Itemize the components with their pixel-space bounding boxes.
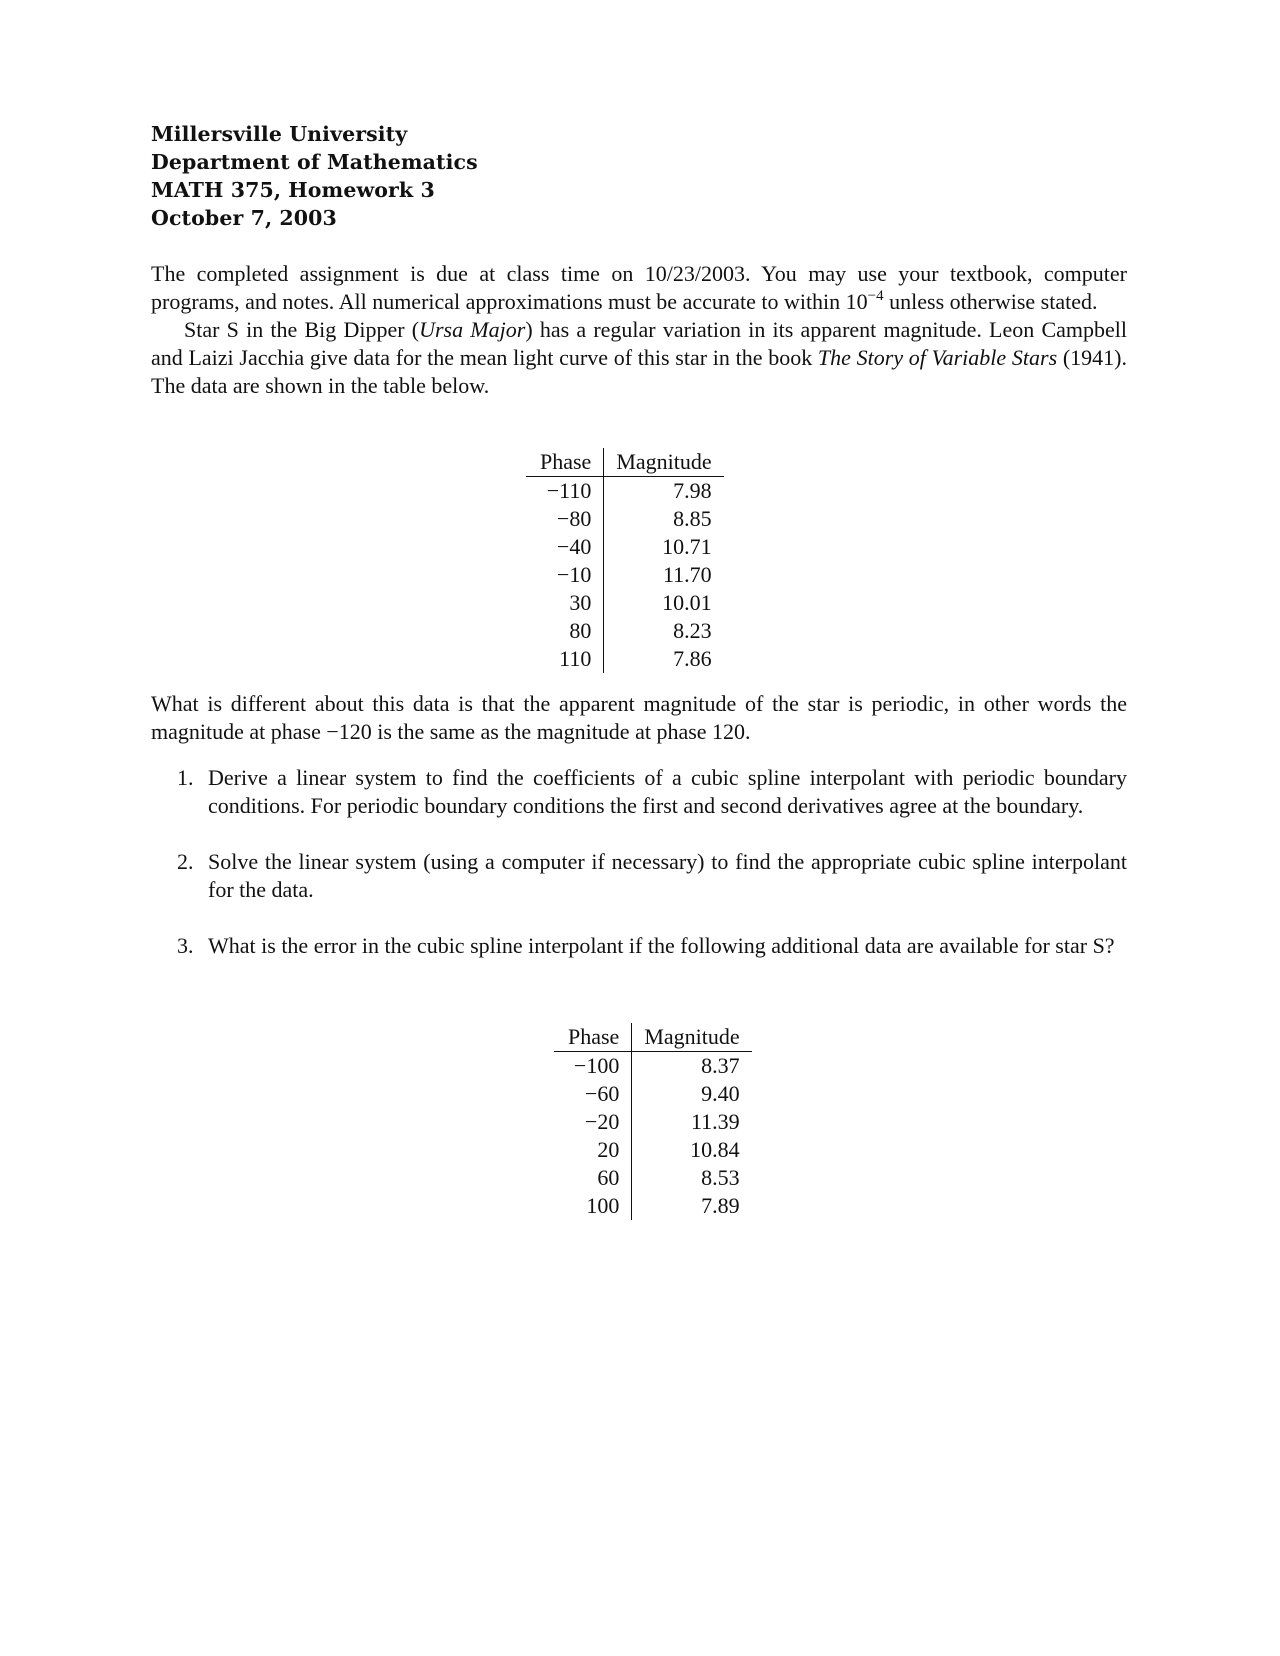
star-text-2: ) has a regular variation in its apparent magnitude. Leon Campbell and Laizi Jacchia give data for the mean light curve of this star in the book <box>151 317 1127 370</box>
periodic-paragraph: What is different about this data is that the apparent magnitude of the star is periodic, in other words the magnitude at phase −120 is the same as the magnitude at phase 120. <box>151 691 1127 744</box>
table-row <box>526 589 724 617</box>
phase-cell: 110 <box>526 645 604 673</box>
table-row <box>554 1192 752 1220</box>
question-text: Derive a linear system to find the coefficients of a cubic spline interpolant with periodic boundary conditions. For periodic boundary conditions the first and second derivatives agree at the boundary. <box>208 765 1127 818</box>
phase-magnitude-table-1 <box>526 448 724 673</box>
intro-paragraph <box>151 260 1127 316</box>
course-title: MATH 375, Homework 3 <box>151 178 435 202</box>
document-page <box>151 120 1128 1218</box>
magnitude-cell: 10.01 <box>662 590 712 615</box>
table-row <box>526 617 724 645</box>
table-row <box>554 1136 752 1164</box>
table-row <box>526 533 724 561</box>
intro-text: The completed assignment is due at class time on 10/23/2003. You may use your textbook, computer programs, and notes. All numerical approximations must be accurate to within 10 <box>151 261 1127 314</box>
table-row <box>554 1052 752 1081</box>
phase-cell: −110 <box>526 477 604 506</box>
question-item <box>151 764 1127 820</box>
question-item <box>151 848 1127 904</box>
intro-text-after: unless otherwise stated. <box>883 289 1098 314</box>
phase-cell: −10 <box>526 561 604 589</box>
phase-cell: −80 <box>526 505 604 533</box>
magnitude-cell: 7.86 <box>673 646 712 671</box>
question-list <box>151 764 1127 988</box>
phase-cell: −100 <box>554 1052 632 1081</box>
question-text: What is the error in the cubic spline interpolant if the following additional data are available for star S? <box>208 933 1115 958</box>
question-item <box>151 932 1127 960</box>
table1-header-magnitude: Magnitude <box>604 448 724 477</box>
intro-exponent: −4 <box>867 288 884 304</box>
table2-header-phase: Phase <box>554 1023 632 1052</box>
question-number: 2. <box>177 849 194 874</box>
question-text: Solve the linear system (using a computer if necessary) to find the appropriate cubic spline interpolant for the data. <box>208 849 1127 902</box>
magnitude-cell: 10.71 <box>662 534 712 559</box>
phase-cell: −20 <box>554 1108 632 1136</box>
table-row <box>526 645 724 673</box>
star-italic-1: Ursa Major <box>419 317 526 342</box>
table1-header-phase: Phase <box>526 448 604 477</box>
table-row <box>554 1080 752 1108</box>
phase-cell: 60 <box>554 1164 632 1192</box>
star-paragraph <box>151 316 1127 400</box>
question-number: 1. <box>177 765 194 790</box>
magnitude-cell: 11.70 <box>662 562 712 587</box>
magnitude-cell: 8.37 <box>701 1053 740 1078</box>
magnitude-cell: 7.89 <box>701 1193 740 1218</box>
phase-cell: 20 <box>554 1136 632 1164</box>
document-header <box>151 120 1127 232</box>
magnitude-cell: 8.23 <box>673 618 712 643</box>
table-row <box>526 561 724 589</box>
university-name: Millersville University <box>151 122 408 146</box>
phase-cell: 30 <box>526 589 604 617</box>
table2-header-magnitude: Magnitude <box>632 1023 752 1052</box>
table-row <box>526 477 724 506</box>
phase-cell: 100 <box>554 1192 632 1220</box>
phase-cell: −40 <box>526 533 604 561</box>
star-text-1: Star S in the Big Dipper ( <box>184 317 420 342</box>
table-row <box>554 1108 752 1136</box>
magnitude-cell: 7.98 <box>673 478 712 503</box>
magnitude-cell: 11.39 <box>690 1109 740 1134</box>
magnitude-cell: 9.40 <box>701 1081 740 1106</box>
document-date: October 7, 2003 <box>151 206 337 230</box>
magnitude-cell: 8.53 <box>701 1165 740 1190</box>
department-name: Department of Mathematics <box>151 150 478 174</box>
phase-magnitude-table-2 <box>554 1023 752 1220</box>
phase-cell: −60 <box>554 1080 632 1108</box>
table-row <box>526 505 724 533</box>
star-italic-2: The Story of Variable Stars <box>817 345 1058 370</box>
magnitude-cell: 8.85 <box>673 506 712 531</box>
table-row <box>554 1164 752 1192</box>
magnitude-cell: 10.84 <box>690 1137 740 1162</box>
question-number: 3. <box>177 933 194 958</box>
star-text-3: (1941). The data are shown in the table below. <box>151 345 1128 398</box>
phase-cell: 80 <box>526 617 604 645</box>
